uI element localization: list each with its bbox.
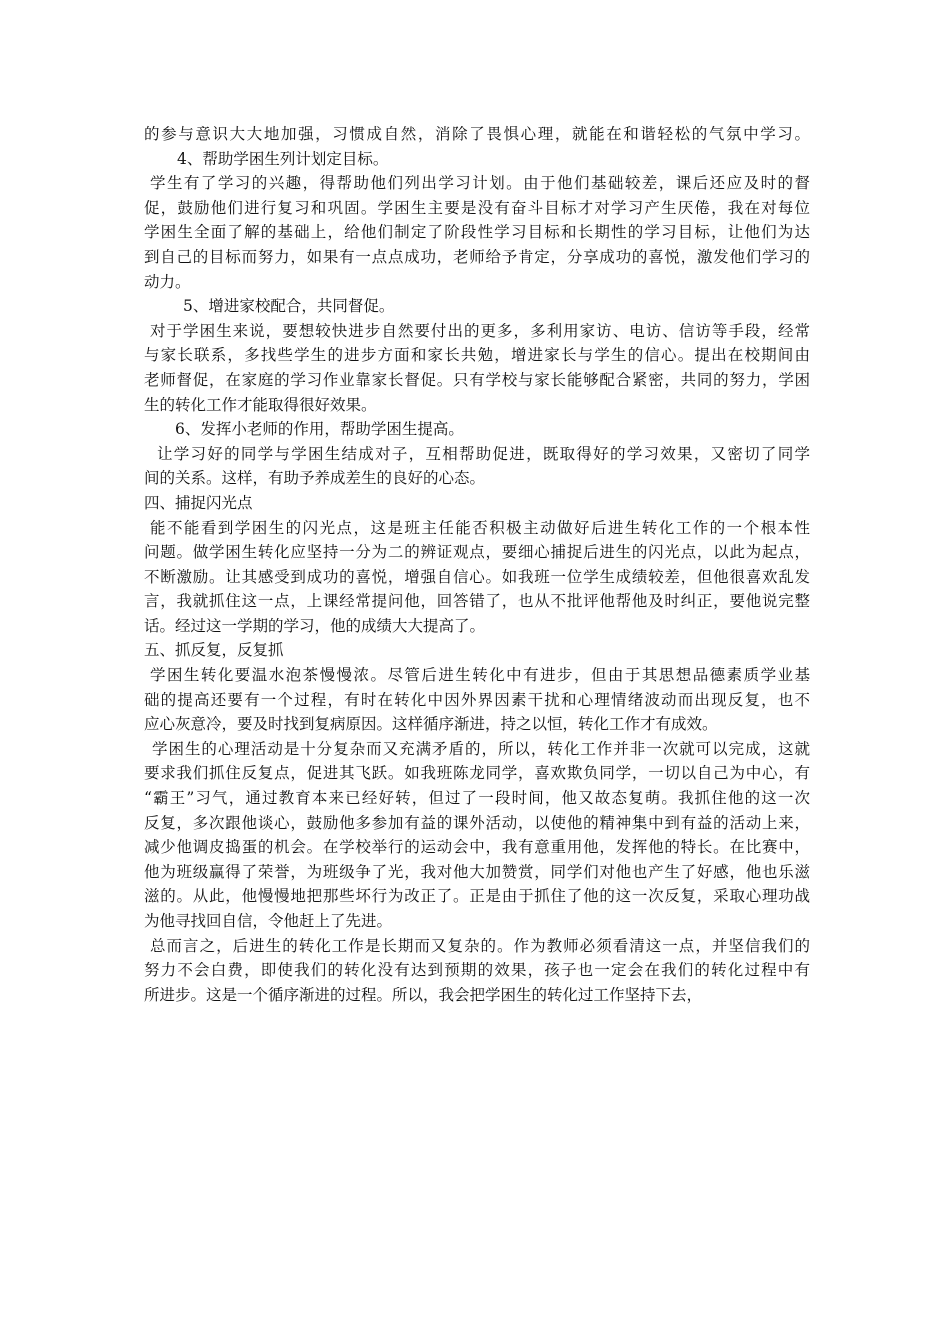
- text-line: 他为班级赢得了荣誉，为班级争了光，我对他大加赞赏，同学们对他也产生了好感，他也乐滋: [144, 862, 810, 881]
- section-heading-5: 五、抓反复，反复抓: [144, 641, 284, 660]
- text-line: 减少他调皮捣蛋的机会。在学校举行的运动会中，我有意重用他，发挥他的特长。在比赛中，: [144, 838, 810, 857]
- text-line: 反复，多次跟他谈心，鼓励他多参加有益的课外活动，以使他的精神集中到有益的活动上来，: [144, 813, 810, 832]
- text-line: 动力。: [144, 272, 191, 291]
- subheading-6: 6、发挥小老师的作用，帮助学困生提高。: [175, 420, 464, 439]
- text-line: 问题。做学困生转化应坚持一分为二的辨证观点，要细心捕捉后进生的闪光点，以此为起点，: [144, 543, 810, 562]
- text-line: 到自己的目标而努力，如果有一点点成功，老师给予肯定，分享成功的喜悦，激发他们学习的: [144, 247, 810, 266]
- text-line: 学困生的心理活动是十分复杂而又充满矛盾的，所以，转化工作并非一次就可以完成，这就: [152, 739, 810, 758]
- text-line: 与家长联系，多找些学生的进步方面和家长共勉，增进家长与学生的信心。提出在校期间由: [144, 346, 810, 365]
- text-line: 学生有了学习的兴趣，得帮助他们列出学习计划。由于他们基础较差，课后还应及时的督: [150, 174, 810, 193]
- text-line: 不断激励。让其感受到成功的喜悦，增强自信心。如我班一位学生成绩较差，但他很喜欢乱发: [144, 567, 810, 586]
- text-line: 应心灰意冷，要及时找到复病原因。这样循序渐进，持之以恒，转化工作才有成效。: [144, 715, 718, 734]
- text-line: 的参与意识大大地加强，习惯成自然，消除了畏惧心理，就能在和谐轻松的气氛中学习。: [144, 125, 810, 143]
- text-line: 所进步。这是一个循序渐进的过程。所以，我会把学困生的转化过工作坚持下去，: [144, 985, 703, 1004]
- text-line: 学困生全面了解的基础上，给他们制定了阶段性学习目标和长期性的学习目标，让他们为达: [144, 223, 810, 242]
- text-line: 础的提高还要有一个过程，有时在转化中因外界因素干扰和心理情绪波动而出现反复，也不: [144, 690, 810, 709]
- text-line: 滋的。从此，他慢慢地把那些坏行为改正了。正是由于抓住了他的这一次反复，采取心理功战: [144, 887, 810, 906]
- text-line: 学困生转化要温水泡茶慢慢浓。尽管后进生转化中有进步，但由于其思想品德素质学业基: [150, 666, 810, 685]
- text-line: 促，鼓励他们进行复习和巩固。学困生主要是没有奋斗目标才对学习产生厌倦，我在对每位: [144, 198, 810, 217]
- text-line: 话。经过这一学期的学习，他的成绩大大提高了。: [144, 616, 486, 635]
- text-line: “霸王”习气，通过教育本来已经好转，但过了一段时间，他又故态复萌。我抓住他的这一次: [144, 789, 810, 808]
- text-line: 老师督促，在家庭的学习作业靠家长督促。只有学校与家长能够配合紧密，共同的努力，学困: [144, 370, 810, 389]
- section-heading-4: 四、捕捉闪光点: [144, 493, 253, 512]
- text-line: 要求我们抓住反复点，促进其飞跃。如我班陈龙同学，喜欢欺负同学，一切以自己为中心，有: [144, 764, 810, 783]
- text-line: 间的关系。这样，有助予养成差生的良好的心态。: [144, 469, 486, 488]
- text-line: 总而言之，后进生的转化工作是长期而又复杂的。作为教师必须看清这一点，并坚信我们的: [150, 936, 810, 955]
- subheading-5: 5、增进家校配合，共同督促。: [183, 297, 395, 316]
- subheading-4: 4、帮助学困生列计划定目标。: [177, 149, 389, 168]
- text-line: 让学习好的同学与学困生结成对子，互相帮助促进，既取得好的学习效果，又密切了同学: [157, 444, 810, 463]
- text-line: 为他寻找回自信，令他赶上了先进。: [144, 912, 393, 930]
- document-body: [144, 122, 810, 1007]
- text-line: 生的转化工作才能取得很好效果。: [144, 395, 377, 414]
- text-line: 努力不会白费，即使我们的转化没有达到预期的效果，孩子也一定会在我们的转化过程中有: [144, 961, 810, 980]
- text-line: 对于学困生来说，要想较快进步自然要付出的更多，多利用家访、电访、信访等手段，经常: [150, 321, 810, 340]
- text-line: 能不能看到学困生的闪光点，这是班主任能否积极主动做好后进生转化工作的一个根本性: [150, 518, 810, 537]
- text-line: 言，我就抓住这一点，上课经常提问他，回答错了，也从不批评他帮他及时纠正，要他说完整: [144, 592, 810, 611]
